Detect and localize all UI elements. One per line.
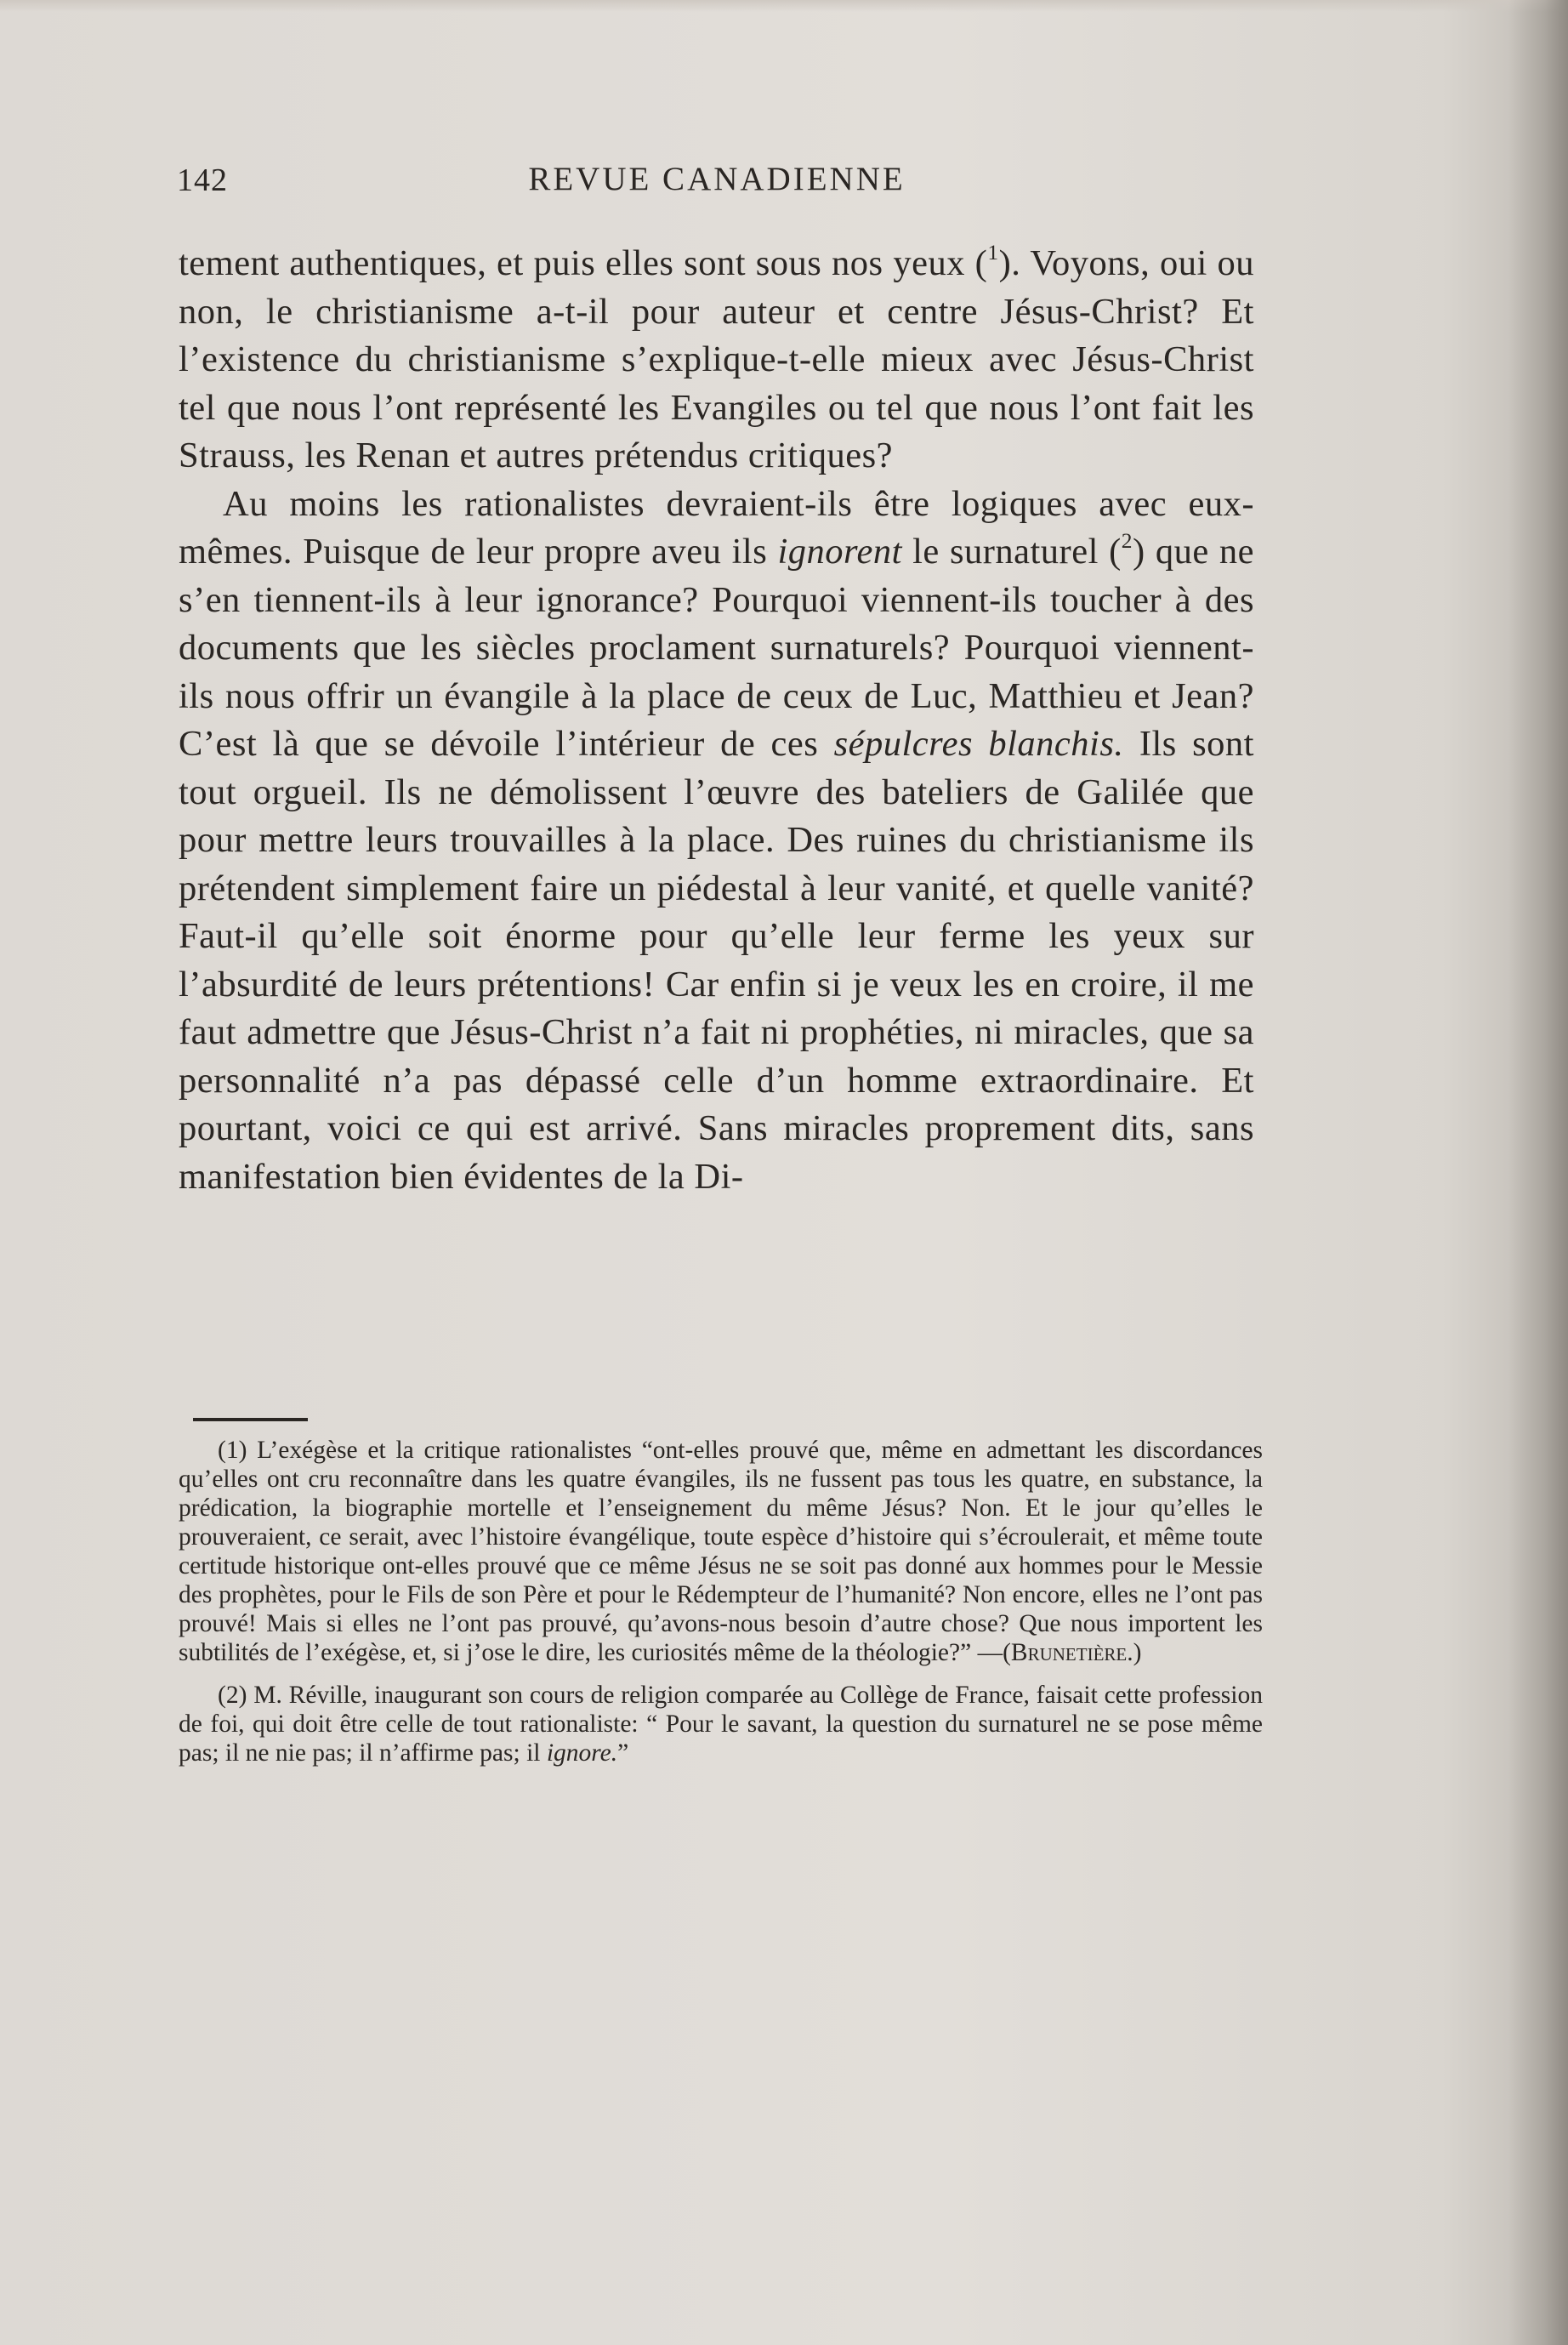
page-top-edge [0,0,1568,12]
paragraph-2-text-a: Au moins les rationalistes devraient-ils être logiques avec eux-mêmes. Puisque de leur propre aveu ils [179,483,1254,572]
emphasis-sepulcres-blanchis: sépulcres blanchis. [833,724,1124,764]
footnote-2-text-a: (2) M. Réville, inaugurant son cours de religion comparée au Collège de France, faisait cette profession de foi, qui doit être celle de tout rationaliste: “ Pour le savant, la question du surnaturel ne se pose même pas; il ne nie pas; il n’affirme pas; il [179,1682,1263,1767]
footnote-ref-1: 1 [987,240,999,265]
footnote-1 [179,1436,1263,1667]
paragraph-2-text-d: Ils sont tout orgueil. Ils ne démolissent l’œuvre des bateliers de Galilée que pour mettre leurs trouvailles à la place. Des ruines du christianisme ils prétendent simplement faire un piédestal à leur vanité, et quelle vanité? Faut-il qu’elle soit énorme pour qu’elle leur ferme les yeux sur l’absurdité de leurs prétentions! Car enfin si je veux les en croire, il me faut admettre que Jésus-Christ n’a fait ni prophéties, ni miracles, que sa personnalité n’a pas dépassé celle d’un homme extraordinaire. Et pourtant, voici ce qui est arrivé. Sans miracles proprement dits, sans manifestation bien évidentes de la Di- [179,724,1254,1197]
paragraph-1-text-b: ). Voyons, oui ou non, le christianisme a-t-il pour auteur et centre Jésus-Christ? Et l’existence du christianisme s’explique-t-elle mieux avec Jésus-Christ tel que nous l’ont représenté les Evangiles ou tel que nous l’ont fait les Strauss, les Renan et autres prétendus critiques? [179,243,1254,475]
page-number: 142 [177,162,228,198]
running-header [177,162,1257,213]
footnote-1-text-a: (1) L’exégèse et la critique rationalistes “ont-elles prouvé que, même en admettant les discordances qu’elles ont cru reconnaître dans les quatre évangiles, ils ne fussent pas tous les quatre, en substance, la prédication, la biographie mortelle et l’enseignement du même Jésus? Non. Et le jour qu’elles le prouveraient, ce serait, avec l’histoire évangélique, toute espèce d’histoire qui s’écroulerait, et même toute certitude historique ont-elles prouvé que ce même Jésus ne se soit pas donné aux hommes pour le Messie des prophètes, pour le Fils de son Père et pour le Rédempteur de l’humanité? Non encore, elles ne l’ont pas prouvé! Mais si elles ne l’ont pas prouvé, qu’avons-nous besoin d’autre chose? Que nous importent les subtilités de l’exégèse, et, si j’ose le dire, les curiosités même de la théologie?” —( [179,1437,1263,1666]
emphasis-ignorent: ignorent [777,532,902,572]
footnote-1-author: Brunetière. [1010,1639,1133,1666]
paragraph-1-text-a: tement authentiques, et puis elles sont sous nos yeux ( [179,243,988,283]
footnote-2-emphasis: ignore. [546,1739,618,1767]
footnote-separator [193,1418,308,1421]
footnote-1-text-b: ) [1133,1639,1142,1666]
footnote-ref-2: 2 [1121,528,1133,554]
main-text [179,240,1254,1201]
footnote-2 [179,1681,1263,1767]
page-binding-shadow [1508,0,1568,2345]
footnote-2-text-b: ” [617,1739,629,1767]
paragraph-2-text-b: le surnaturel ( [901,532,1122,572]
paragraph-2-text-c: ) que ne s’en tiennent-ils à leur ignorance? Pourquoi viennent-ils toucher à des documents que les siècles proclament surnaturels? Pourquoi viennent-ils nous offrir un évangile à la place de ceux de Luc, Matthieu et Jean? C’est là que se dévoile l’intérieur de ces [179,532,1254,764]
running-title: REVUE CANADIENNE [528,161,906,197]
paragraph-2 [179,481,1254,1202]
paragraph-1 [179,240,1254,481]
footnotes [179,1436,1263,1767]
